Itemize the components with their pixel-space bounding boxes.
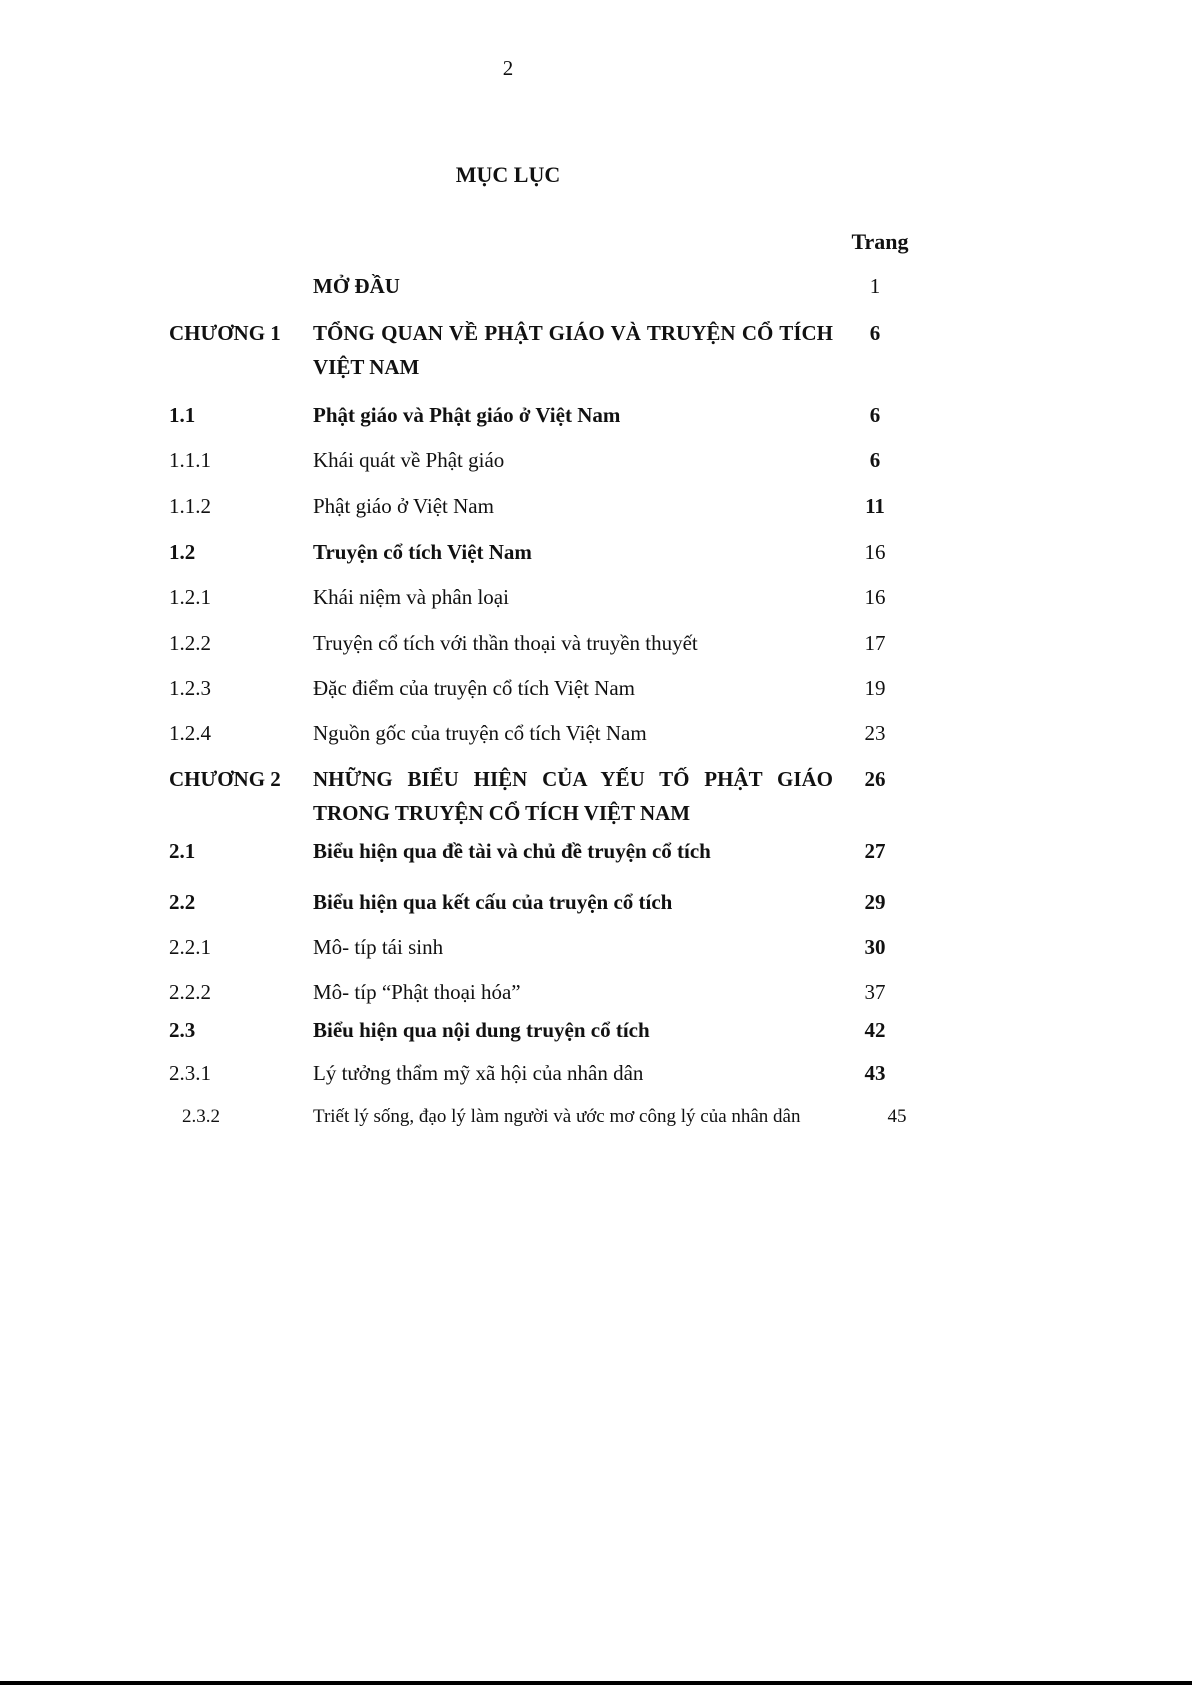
toc-entry-text: Biểu hiện qua nội dung truyện cổ tích xyxy=(313,1018,650,1042)
toc-entry-text-line1: NHỮNG BIỂU HIỆN CỦA YẾU TỐ PHẬT GIÁO xyxy=(313,767,833,791)
toc-entry-number: CHƯƠNG 2 xyxy=(169,767,281,791)
toc-entry-number: 2.3.1 xyxy=(169,1061,211,1085)
toc-entry-text-line2: TRONG TRUYỆN CỔ TÍCH VIỆT NAM xyxy=(313,801,691,825)
toc-entry-page: 6 xyxy=(869,448,881,472)
toc-entry-number: 1.1.1 xyxy=(169,448,211,472)
toc-entry-text: Phật giáo và Phật giáo ở Việt Nam xyxy=(313,403,621,427)
toc-entry-text: Nguồn gốc của truyện cổ tích Việt Nam xyxy=(313,721,647,745)
toc-entry-number: 1.2.1 xyxy=(169,585,211,609)
toc-entry-text: Phật giáo ở Việt Nam xyxy=(313,494,494,518)
toc-entry-page: 29 xyxy=(864,890,886,914)
toc-entry-text: Truyện cổ tích với thần thoại và truyền thuyết xyxy=(313,631,698,655)
toc-entry-number: CHƯƠNG 1 xyxy=(169,321,281,345)
toc-entry-page: 26 xyxy=(864,767,886,791)
page-number: 2 xyxy=(502,56,514,80)
toc-entry-text: Biểu hiện qua đề tài và chủ đề truyện cổ tích xyxy=(313,839,711,863)
toc-entry-number: 2.2.2 xyxy=(169,980,211,1004)
toc-entry-number: 1.2.4 xyxy=(169,721,211,745)
toc-entry-page: 45 xyxy=(887,1106,907,1127)
toc-entry-text-line1: TỔNG QUAN VỀ PHẬT GIÁO VÀ TRUYỆN CỔ TÍCH xyxy=(313,321,833,345)
toc-entry-number: 2.3.2 xyxy=(182,1106,220,1127)
toc-entry-number: 2.3 xyxy=(169,1018,196,1042)
toc-entry-number: 1.2.3 xyxy=(169,676,211,700)
toc-entry-text: Khái quát về Phật giáo xyxy=(313,448,505,472)
toc-entry-page: 19 xyxy=(864,676,886,700)
toc-entry-number: 1.1 xyxy=(169,403,196,427)
toc-entry-page: 1 xyxy=(869,274,881,298)
toc-entry-text: Truyện cổ tích Việt Nam xyxy=(313,540,532,564)
toc-entry-page: 16 xyxy=(864,585,886,609)
toc-entry-text xyxy=(313,316,833,384)
toc-entry-page: 6 xyxy=(869,403,881,427)
toc-entry-text: Biểu hiện qua kết cấu của truyện cổ tích xyxy=(313,890,673,914)
toc-entry-page: 11 xyxy=(865,494,885,518)
toc-entry-text: Lý tưởng thẩm mỹ xã hội của nhân dân xyxy=(313,1061,644,1085)
toc-entry-page: 6 xyxy=(869,321,881,345)
toc-entry-page: 43 xyxy=(864,1061,886,1085)
toc-entry-number: 1.2.2 xyxy=(169,631,211,655)
toc-entry-text: Mô- típ tái sinh xyxy=(313,935,444,959)
toc-entry-text xyxy=(313,762,833,830)
page-column-label: Trang xyxy=(851,229,909,254)
toc-entry-text: MỞ ĐẦU xyxy=(313,274,400,298)
toc-entry-page: 42 xyxy=(864,1018,886,1042)
toc-entry-number: 1.1.2 xyxy=(169,494,211,518)
toc-entry-page: 23 xyxy=(864,721,886,745)
toc-entry-text: Mô- típ “Phật thoại hóa” xyxy=(313,980,521,1004)
toc-entry-number: 2.1 xyxy=(169,839,196,863)
toc-entry-number: 2.2.1 xyxy=(169,935,211,959)
toc-entry-text: Đặc điểm của truyện cổ tích Việt Nam xyxy=(313,676,635,700)
toc-entry-number: 1.2 xyxy=(169,540,196,564)
bottom-border xyxy=(0,1681,1192,1685)
toc-entry-page: 16 xyxy=(864,540,886,564)
toc-entry-number: 2.2 xyxy=(169,890,196,914)
toc-entry-text-line2: VIỆT NAM xyxy=(313,355,420,379)
toc-entry-text: Khái niệm và phân loại xyxy=(313,585,509,609)
toc-entry-text: Triết lý sống, đạo lý làm người và ước mơ công lý của nhân dân xyxy=(313,1106,801,1127)
toc-entry-page: 30 xyxy=(864,935,886,959)
toc-title: MỤC LỤC xyxy=(455,162,561,187)
toc-entry-page: 37 xyxy=(864,980,886,1004)
toc-entry-page: 17 xyxy=(864,631,886,655)
toc-entry-page: 27 xyxy=(864,839,886,863)
